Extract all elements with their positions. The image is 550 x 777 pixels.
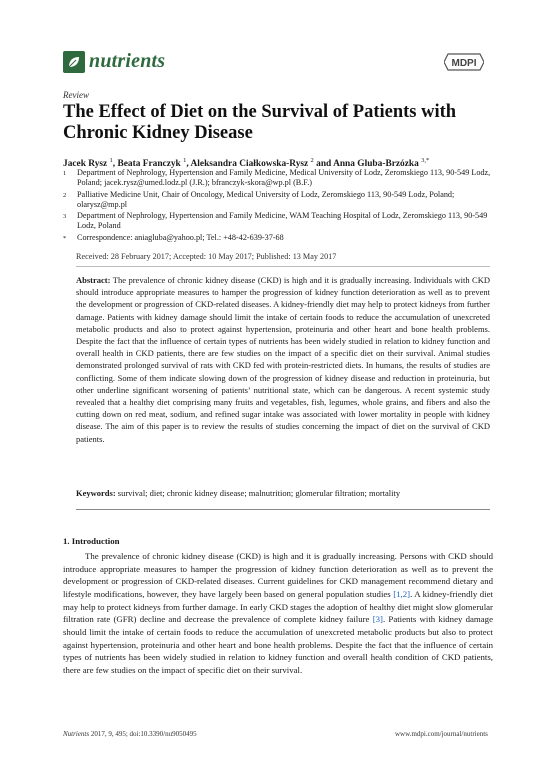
footer-citation-text: 2017, 9, 495; doi:10.3390/nu9050495 xyxy=(89,730,197,738)
correspondence-text: Correspondence: aniagluba@yahoo.pl; Tel.: +48-42-639-37-68 xyxy=(77,232,284,242)
article-type: Review xyxy=(63,90,89,100)
author-separator: and xyxy=(313,159,334,170)
abstract-text: The prevalence of chronic kidney disease (CKD) is high and it is gradually increasing. Individuals with CKD should introduce appropriate measures to hamper the progression of kidney function deterioration as well as to prevent the development or progression of CKD-related diseases. A kidney-friendly diet may help to protect kidneys from further damage. Patients with kidney damage should limit the intake of certain foods to reduce the accumulation of unexcreted metabolic products and also to protect against hypertension, proteinuria and other heart and bone health problems. Despite the fact that the influence of certain types of nutrients has been widely studied in relation to kidney function and overall health in CKD patients, there are few studies on the impact of a specific diet on their survival. Animal studies demonstrated prolonged survival of rats with CKD fed with protein-restricted diets. In humans, the results of studies are conflicting. Some of them indicate slowing down of the progression of kidney disease and reduction in proteinuria, but other underline significant worsening of patients’ nutritional state, which can be dangerous. A recent systemic study revealed that a healthy diet comprising many fruits and vegetables, fish, legumes, whole grains, and fibers and also the cutting down on red meat, sodium, and refined sugar intake was associated with lower mortality in people with kidney disease. The aim of this paper is to review the results of studies concerning the impact of diet on the survival of CKD patients. xyxy=(76,275,490,444)
affiliation-list xyxy=(63,168,493,245)
author-affiliation-marker: 1 xyxy=(183,157,187,164)
footer-website-link[interactable]: www.mdpi.com/journal/nutrients xyxy=(395,730,488,738)
author-name: Anna Gluba-Brzózka xyxy=(333,159,419,170)
author-name: Aleksandra Ciałkowska-Rysz xyxy=(190,159,309,170)
affiliation-number: 2 xyxy=(63,191,67,199)
leaf-icon xyxy=(63,51,85,73)
affiliation-item xyxy=(63,190,493,211)
section-heading: 1. Introduction xyxy=(63,536,120,546)
affiliation-item xyxy=(63,168,493,189)
author-separator: , xyxy=(186,159,191,170)
affiliation-text: Department of Nephrology, Hypertension and Family Medicine, Medical University of Lodz, Zeromskiego 113, 90-549 Lodz, Poland; jacek.rysz@umed.lodz.pl (J.R.); bfranczyk-skora@wp.pl (B.F.) xyxy=(77,168,491,188)
publisher-name: MDPI xyxy=(451,58,477,69)
affiliation-text: Department of Nephrology, Hypertension and Family Medicine, WAM Teaching Hospital of Lodz, Zeromskiego 113, 90-549 Lodz, Poland xyxy=(77,211,488,231)
affiliation-number: 1 xyxy=(63,170,67,177)
keywords-text: survival; diet; chronic kidney disease; malnutrition; glomerular filtration; mortality xyxy=(117,488,401,498)
divider xyxy=(76,266,490,267)
affiliation-text: Palliative Medicine Unit, Chair of Oncology, Medical University of Lodz, Zeromskiego 113, 90-549 Lodz, Poland; olarysz@mp.pl xyxy=(77,189,455,209)
author-affiliation-marker: 1 xyxy=(109,157,113,164)
abstract xyxy=(76,274,490,445)
journal-name: nutrients xyxy=(89,50,166,72)
intro-text: . Patients with kidney damage should limit the intake of certain foods to reduce the accumulation of unexcreted metabolic products but also to protect against hypertension, proteinuria and other heart and bone health problems. Despite the fact that the influence of certain types of nutrients has been widely studied in relation to kidney function and overall health condition of CKD patients, there are few studies on the impact of specific diet on their survival. xyxy=(63,614,493,675)
divider xyxy=(76,509,490,510)
author-affiliation-marker: 2 xyxy=(310,157,314,164)
intro-text: The prevalence of chronic kidney disease (CKD) is high and it is gradually increasing. Persons with CKD should introduce appropriate measures to hamper the progression of kidney function deterioration as well as to prevent the development or progression of CKD-related diseases. Current guidelines for CKD management recommend dietary and lifestyle modifications, however, they have largely been based on general population studies xyxy=(63,551,493,599)
citation-link[interactable]: [3] xyxy=(372,614,383,625)
footer-citation xyxy=(63,730,197,738)
author-separator: , xyxy=(112,159,118,170)
author-name: Jacek Rysz xyxy=(63,159,108,170)
article-title: The Effect of Diet on the Survival of Patients with Chronic Kidney Disease xyxy=(63,102,457,143)
author-name: Beata Franczyk xyxy=(117,159,181,170)
affiliation-item xyxy=(63,211,493,232)
publication-dates: Received: 28 February 2017; Accepted: 10 May 2017; Published: 13 May 2017 xyxy=(76,252,337,261)
keywords-label: Keywords: xyxy=(76,488,116,498)
correspondence-item xyxy=(63,233,493,244)
citation-link[interactable]: [1,2] xyxy=(393,588,411,599)
intro-text: . A kidney-friendly diet may help to protect kidneys from further damage. In early CKD stages the adoption of healthy diet might slow glomerular filtration rate (GFR) decline and decrease the prevalence of complete kidney failure xyxy=(63,588,493,625)
correspondence-marker: * xyxy=(63,234,67,242)
journal-logo[interactable] xyxy=(63,50,165,73)
abstract-label: Abstract: xyxy=(76,275,111,285)
intro-paragraph xyxy=(63,550,493,677)
affiliation-number: 3 xyxy=(63,213,67,221)
footer-journal: Nutrients xyxy=(63,730,90,738)
keywords xyxy=(76,487,490,499)
mdpi-logo-icon[interactable] xyxy=(444,52,484,77)
author-affiliation-marker: 3,* xyxy=(421,157,430,164)
